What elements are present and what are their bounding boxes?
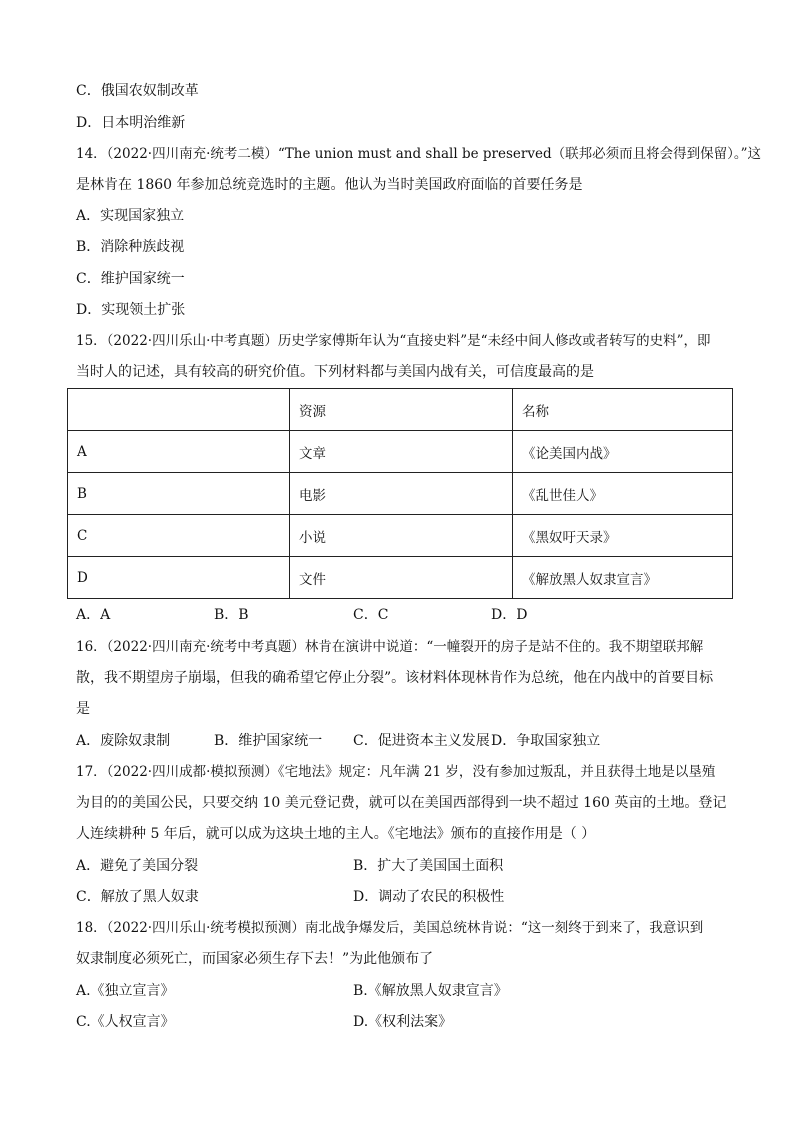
q14-option-b: B．消除种族歧视 <box>76 239 185 255</box>
q14-option-a: A．实现国家独立 <box>76 208 185 224</box>
q13-option-d: D．日本明治维新 <box>76 115 186 131</box>
q15-source-table <box>67 388 733 599</box>
q14-option-c: C．维护国家统一 <box>76 271 185 287</box>
table-cell: B <box>68 473 290 515</box>
q17-stem-line3: 人连续耕种 5 年后，就可以成为这块土地的主人。《宅地法》颁布的直接作用是（ ） <box>76 826 596 842</box>
q15-stem-line1: 15．（2022·四川乐山·中考真题）历史学家傅斯年认为“直接史料”是“未经中间人修改或者转写的史料”，即 <box>76 333 711 349</box>
q15-option-c: C．C <box>353 607 389 623</box>
q15-option-d: D．D <box>491 607 528 623</box>
q16-stem-line3: 是 <box>76 701 90 717</box>
table-cell: 电影 <box>290 473 513 515</box>
table-header-row <box>68 389 733 431</box>
q18-stem-line1: 18．（2022·四川乐山·统考模拟预测）南北战争爆发后，美国总统林肯说：“这一刻终于到来了，我意识到 <box>76 920 704 936</box>
table-cell: 小说 <box>290 515 513 557</box>
q13-option-c: C．俄国农奴制改革 <box>76 83 199 99</box>
table-header-cell: 名称 <box>513 389 733 431</box>
q14-option-d: D．实现领土扩张 <box>76 302 186 318</box>
q16-option-b: B．维护国家统一 <box>214 733 323 749</box>
table-cell: 《乱世佳人》 <box>513 473 733 515</box>
table-cell: 文章 <box>290 431 513 473</box>
table-header-cell <box>68 389 290 431</box>
q16-option-d: D．争取国家独立 <box>491 733 601 749</box>
table-row <box>68 557 733 599</box>
q16-option-c: C．促进资本主义发展 <box>353 733 490 749</box>
table-cell: C <box>68 515 290 557</box>
q14-stem-line1: 14．（2022·四川南充·统考二模）“The union must and shall be preserved（联邦必须而且将会得到保留）。”这 <box>76 146 762 162</box>
table-row <box>68 515 733 557</box>
table-cell: 《黑奴吁天录》 <box>513 515 733 557</box>
q18-option-a: A.《独立宣言》 <box>76 983 175 999</box>
q17-option-d: D．调动了农民的积极性 <box>353 889 505 905</box>
table-header-cell: 资源 <box>290 389 513 431</box>
q17-option-c: C．解放了黑人奴隶 <box>76 889 199 905</box>
table-cell: 文件 <box>290 557 513 599</box>
q17-option-b: B．扩大了美国国土面积 <box>353 858 504 874</box>
q18-option-c: C.《人权宣言》 <box>76 1014 175 1030</box>
table-cell: A <box>68 431 290 473</box>
q14-stem-line2: 是林肯在 1860 年参加总统竞选时的主题。他认为当时美国政府面临的首要任务是 <box>76 177 583 193</box>
table-cell: 《解放黑人奴隶宣言》 <box>513 557 733 599</box>
q18-option-d: D.《权利法案》 <box>353 1014 453 1030</box>
q17-option-a: A．避免了美国分裂 <box>76 858 199 874</box>
q16-option-a: A．废除奴隶制 <box>76 733 171 749</box>
table-row <box>68 431 733 473</box>
table-row <box>68 473 733 515</box>
q16-stem-line1: 16．（2022·四川南充·统考中考真题）林肯在演讲中说道：“一幢裂开的房子是站不住的。我不期望联邦解 <box>76 639 704 655</box>
q15-option-a: A．A <box>76 607 111 623</box>
q17-stem-line2: 为目的的美国公民，只要交纳 10 美元登记费，就可以在美国西部得到一块不超过 160 英亩的土地。登记 <box>76 795 727 811</box>
q15-option-b: B．B <box>214 607 249 623</box>
q16-stem-line2: 散，我不期望房子崩塌，但我的确希望它停止分裂”。该材料体现林肯作为总统，他在内战中的首要目标 <box>76 670 714 686</box>
q15-stem-line2: 当时人的记述，具有较高的研究价值。下列材料都与美国内战有关，可信度最高的是 <box>76 364 594 380</box>
table-cell: 《论美国内战》 <box>513 431 733 473</box>
q18-stem-line2: 奴隶制度必须死亡，而国家必须生存下去！”为此他颁布了 <box>76 951 434 967</box>
q18-option-b: B.《解放黑人奴隶宣言》 <box>353 983 508 999</box>
q17-stem-line1: 17．（2022·四川成都·模拟预测）《宅地法》规定：凡年满 21 岁，没有参加过叛乱，并且获得土地是以垦殖 <box>76 764 716 780</box>
table-cell: D <box>68 557 290 599</box>
